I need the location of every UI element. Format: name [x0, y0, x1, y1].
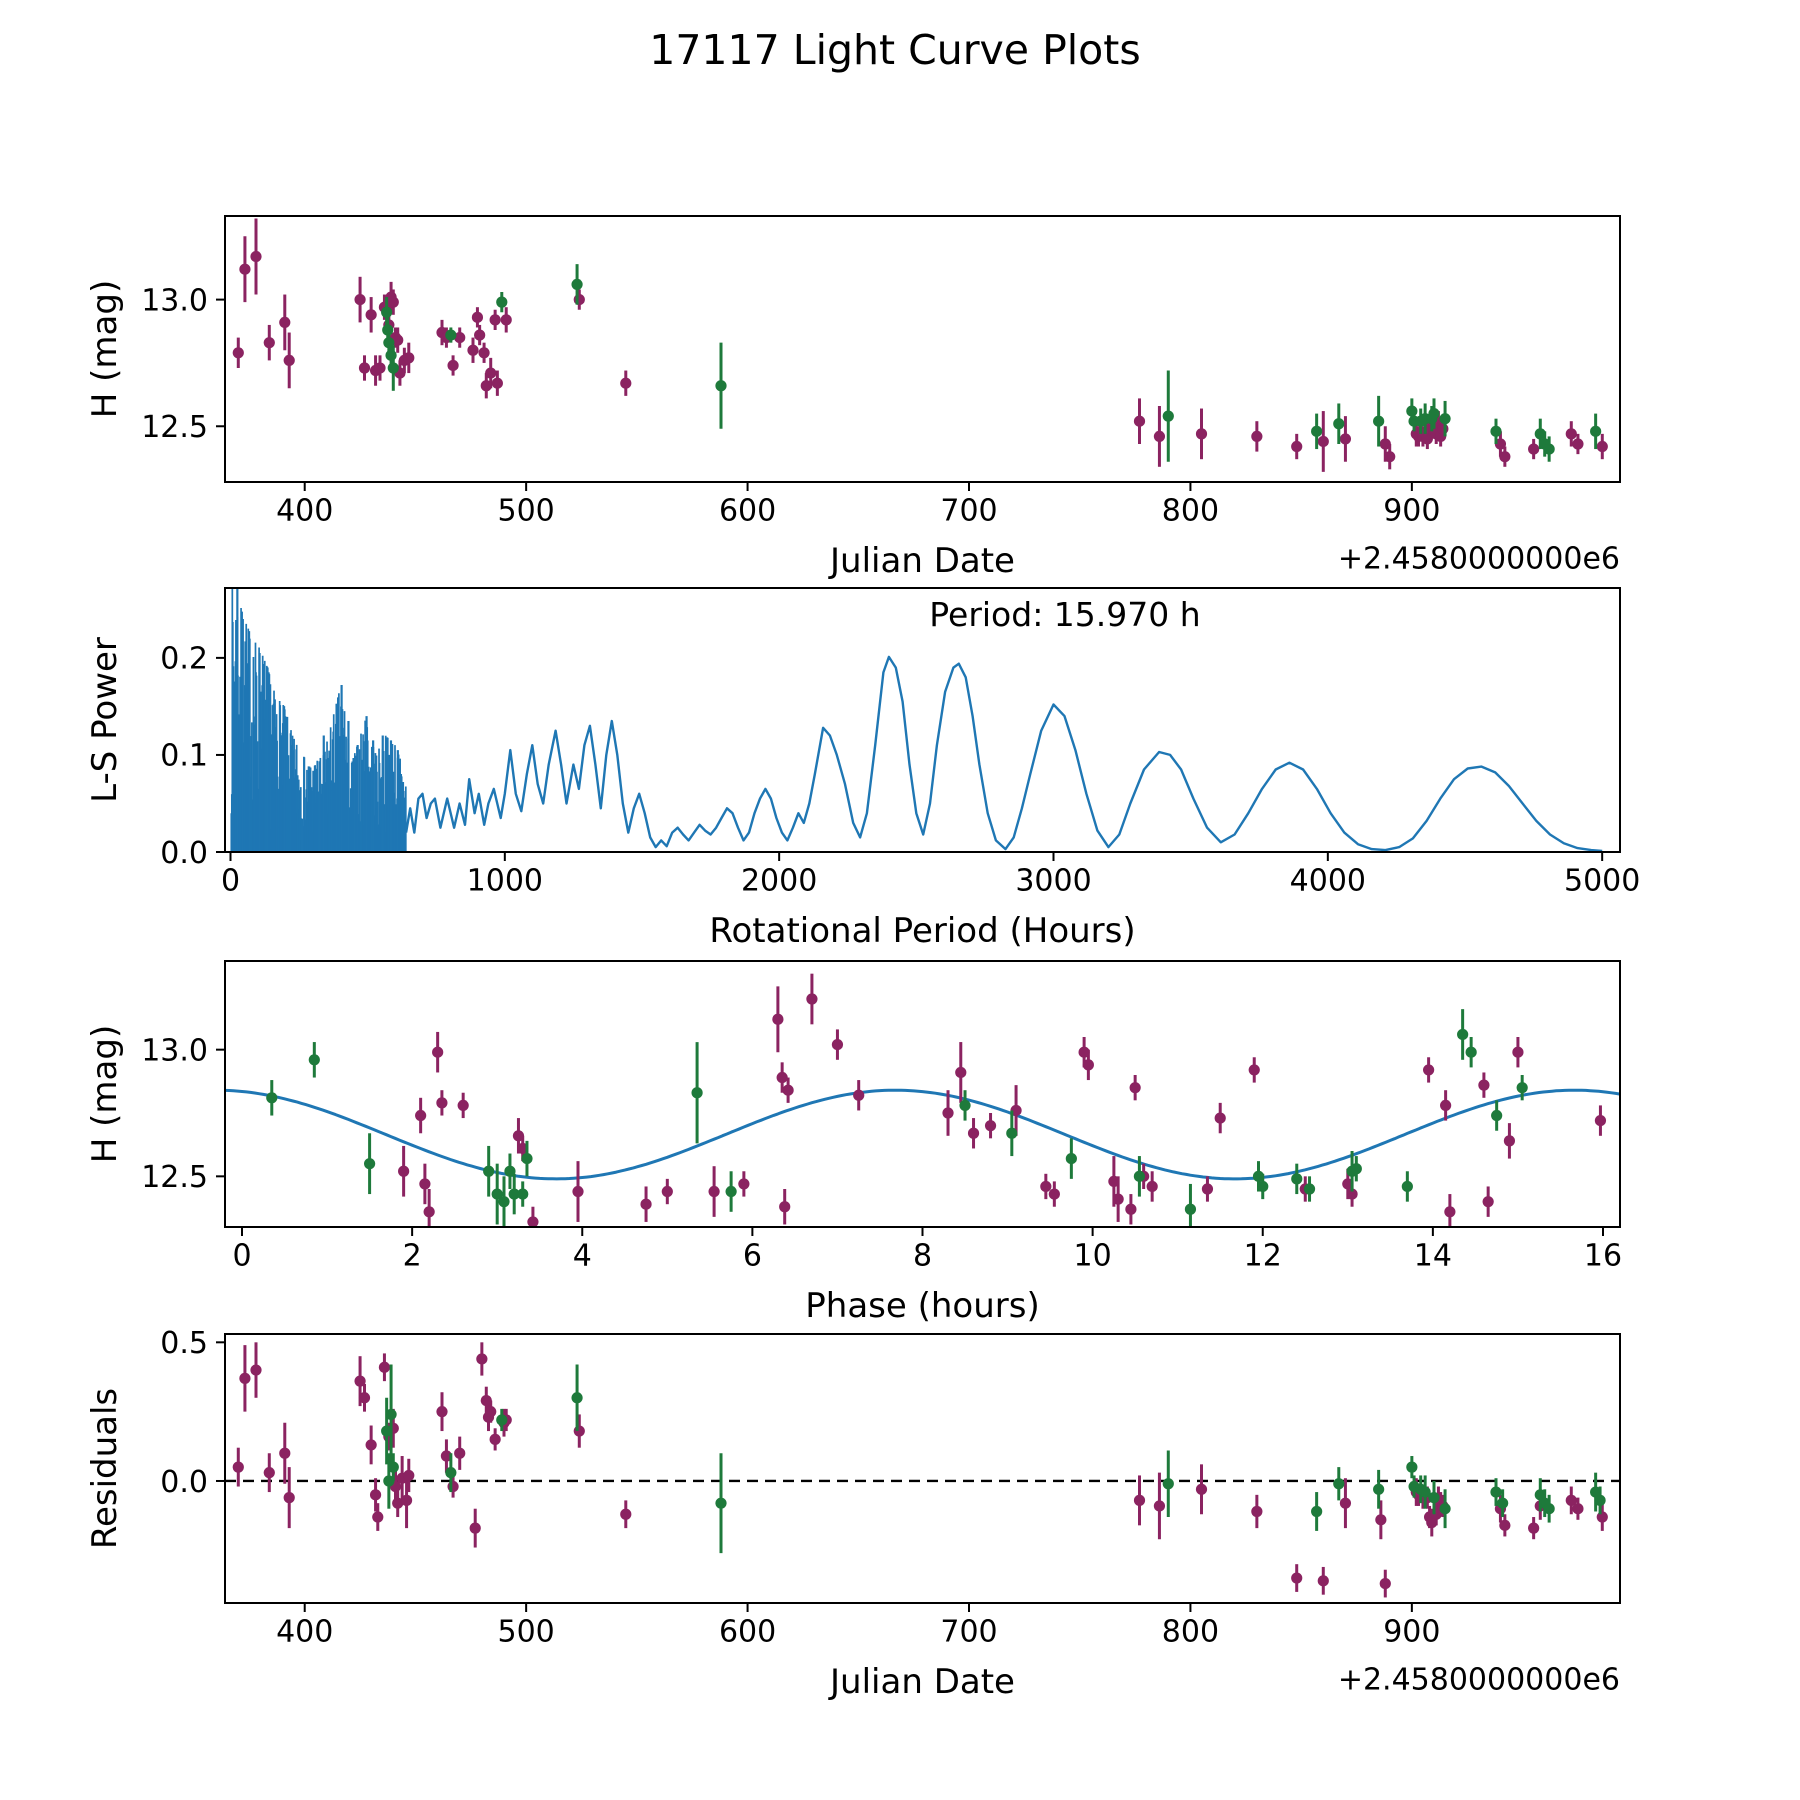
y-axis-label-res: Residuals [85, 1387, 126, 1550]
x-tick-label: 1000 [466, 863, 544, 899]
subplot-pg [85, 583, 1640, 951]
errorbars-res-green [387, 1365, 1600, 1554]
y-axis-ph [141, 1033, 225, 1195]
period-annotation: Period: 15.970 h [929, 595, 1201, 634]
axes-spines-lc [225, 216, 1620, 482]
x-tick-label: 0 [232, 1238, 252, 1274]
x-tick-label: 16 [1583, 1238, 1623, 1274]
x-tick-label: 700 [940, 1614, 998, 1650]
sine-fit-curve [225, 1090, 1620, 1179]
y-tick-label: 13.0 [141, 283, 208, 319]
x-tick-label: 700 [940, 493, 998, 529]
axes-spines-pg [225, 588, 1620, 852]
x-axis-pg [221, 852, 1640, 899]
y-axis-res [160, 1326, 225, 1500]
x-axis-offset-text: +2.4580000000e6 [1337, 1662, 1620, 1698]
y-axis-label-pg: L-S Power [85, 637, 126, 803]
errorbars-obs-magenta [238, 219, 1602, 472]
periodogram-curve [406, 657, 1602, 851]
y-axis-pg [160, 642, 225, 871]
plot-area-pg [231, 583, 1602, 852]
markers-obs-magenta [233, 251, 1608, 462]
periodogram-noise-spikes [231, 583, 406, 852]
y-tick-label: 0.0 [160, 1464, 208, 1500]
x-tick-label: 12 [1243, 1238, 1282, 1274]
x-tick-label: 0 [220, 863, 241, 899]
subplot-lc [85, 216, 1620, 581]
plot-area-lc [233, 219, 1608, 472]
x-axis-lc [276, 482, 1440, 529]
x-tick-label: 2 [402, 1238, 422, 1274]
y-tick-label: 13.0 [141, 1033, 208, 1069]
x-tick-label: 500 [497, 493, 555, 529]
plot-area-res [225, 1342, 1620, 1597]
x-axis-label-ph: Phase (hours) [805, 1285, 1040, 1326]
x-axis-label-res: Julian Date [830, 1661, 1015, 1702]
plot-area-ph [225, 974, 1620, 1237]
errorbars-obs-magenta [404, 974, 1601, 1237]
y-tick-label: 0.1 [160, 738, 208, 774]
errorbars-obs-green [272, 1009, 1522, 1234]
x-tick-label: 6 [742, 1238, 762, 1274]
x-tick-label: 10 [1073, 1238, 1112, 1274]
x-tick-label: 800 [1161, 1614, 1220, 1650]
x-tick-label: 400 [276, 493, 334, 529]
y-tick-label: 12.5 [141, 1160, 208, 1196]
x-tick-label: 3000 [1015, 863, 1092, 899]
x-tick-label: 5000 [1563, 863, 1641, 899]
markers-obs-green [266, 1029, 1528, 1215]
y-tick-label: 0.2 [160, 641, 208, 677]
y-tick-label: 0.5 [160, 1326, 208, 1362]
x-tick-label: 4 [572, 1238, 592, 1274]
x-tick-label: 900 [1383, 493, 1441, 529]
y-axis-label-lc: H (mag) [85, 279, 126, 419]
y-tick-label: 12.5 [141, 410, 208, 446]
x-tick-label: 600 [718, 493, 777, 529]
x-axis-res [276, 1603, 1440, 1650]
x-axis-ph [232, 1227, 1622, 1274]
figure-title: 17117 Light Curve Plots [649, 26, 1141, 74]
x-tick-label: 900 [1383, 1614, 1441, 1650]
markers-res-magenta [233, 1353, 1608, 1589]
x-tick-label: 8 [912, 1238, 933, 1274]
y-tick-label: 0.0 [160, 835, 208, 871]
x-tick-label: 500 [497, 1614, 555, 1650]
x-axis-offset-text: +2.4580000000e6 [1337, 541, 1620, 577]
x-tick-label: 4000 [1289, 863, 1367, 899]
subplot-ph [85, 961, 1622, 1326]
x-tick-label: 800 [1161, 493, 1220, 529]
x-axis-label-lc: Julian Date [830, 540, 1015, 581]
y-axis-label-ph: H (mag) [85, 1024, 126, 1164]
subplot-res [85, 1326, 1620, 1702]
x-tick-label: 14 [1413, 1238, 1452, 1274]
x-axis-label-pg: Rotational Period (Hours) [709, 910, 1136, 951]
errorbars-res-magenta [238, 1342, 1602, 1597]
x-tick-label: 2000 [740, 863, 818, 899]
y-axis-lc [141, 283, 225, 445]
x-tick-label: 400 [276, 1614, 334, 1650]
x-tick-label: 600 [718, 1614, 777, 1650]
